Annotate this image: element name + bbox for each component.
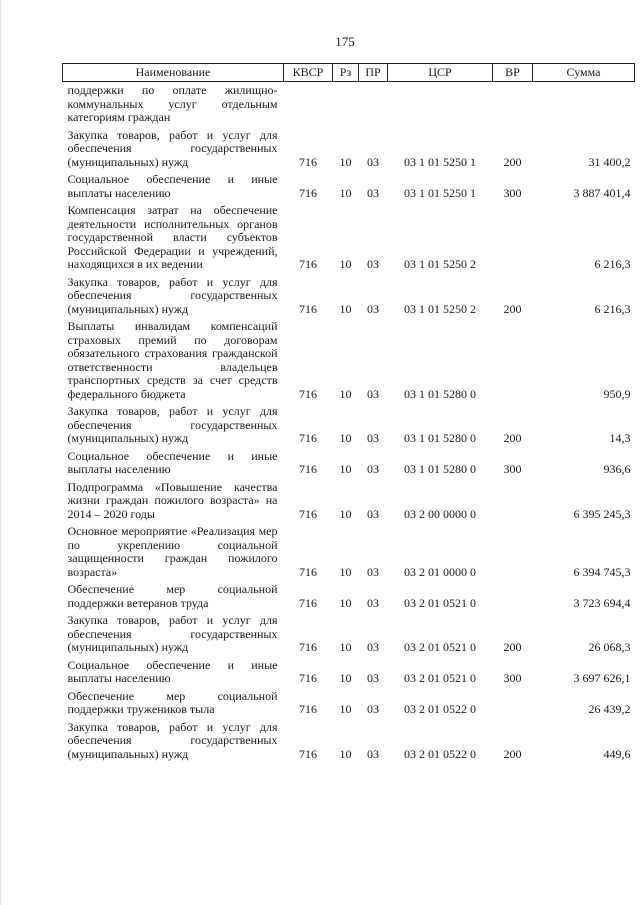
row-csr-cell: 03 1 01 5250 2: [404, 257, 476, 271]
table-header-row: [63, 64, 635, 82]
row-csr-cell: 03 2 01 0522 0: [404, 746, 476, 761]
row-rz-cell: 10: [339, 506, 352, 521]
row-csr-cell: 03 2 01 0521 0: [404, 671, 476, 685]
row-vr-cell: [493, 583, 533, 614]
row-pr-cell: 03: [367, 431, 379, 445]
row-csr-cell: 03 2 01 0522 0: [404, 702, 476, 716]
row-rz-cell: 10: [339, 301, 352, 316]
row-kvsr-cell: 716: [299, 386, 317, 401]
row-pr-cell: 03: [367, 564, 379, 579]
row-vr-cell: [493, 481, 533, 526]
table-row: [63, 659, 635, 690]
row-name-cell: Закупка товаров, работ и услуг для обеспечения государственных (муниципальных) нужд: [67, 404, 278, 445]
row-rz-cell: 10: [339, 185, 352, 200]
row-rz-cell: 10: [339, 462, 352, 476]
row-vr-cell: [493, 690, 533, 721]
table-row: [63, 525, 635, 583]
table-row: [63, 82, 635, 129]
row-kvsr-cell: 716: [299, 185, 317, 200]
row-rz-cell: 10: [339, 595, 352, 610]
column-header-vr: ВР: [493, 64, 533, 82]
row-sum-cell: [533, 82, 635, 129]
row-csr-cell: 03 1 01 5250 2: [404, 301, 476, 316]
row-kvsr-cell: [284, 82, 333, 129]
row-kvsr-cell: 716: [299, 564, 317, 579]
row-pr-cell: [359, 82, 388, 129]
row-name-cell: Социальное обеспечение и иные выплаты населению: [67, 448, 278, 476]
row-vr-cell: [493, 320, 533, 405]
table-row: [63, 481, 635, 526]
row-vr-cell: [493, 525, 533, 583]
row-sum-cell: 26 439,2: [588, 702, 631, 716]
row-csr-cell: 03 1 01 5250 1: [404, 154, 476, 169]
row-pr-cell: 03: [367, 301, 379, 316]
page-number: 175: [335, 34, 355, 49]
row-rz-cell: 10: [339, 431, 352, 445]
row-sum-cell: 449,6: [603, 746, 631, 761]
row-pr-cell: 03: [367, 386, 379, 401]
row-csr-cell: 03 1 01 5280 0: [404, 431, 476, 445]
row-vr-cell: 300: [503, 671, 522, 685]
row-sum-cell: 3 723 694,4: [573, 595, 631, 610]
table-row: [63, 690, 635, 721]
column-header-rz: Рз: [333, 64, 359, 82]
row-sum-cell: 6 216,3: [594, 257, 631, 271]
row-sum-cell: 3 887 401,4: [573, 185, 631, 200]
row-rz-cell: 10: [339, 671, 352, 685]
row-rz-cell: 10: [339, 564, 352, 579]
row-rz-cell: 10: [339, 154, 352, 169]
table-body: [63, 82, 635, 766]
row-kvsr-cell: 716: [299, 301, 317, 316]
row-kvsr-cell: 716: [299, 154, 317, 169]
row-vr-cell: 200: [503, 746, 522, 761]
row-pr-cell: 03: [367, 671, 379, 685]
row-rz-cell: 10: [339, 640, 352, 654]
row-kvsr-cell: 716: [299, 702, 317, 716]
column-header-name: Наименование: [63, 64, 284, 82]
row-sum-cell: 6 216,3: [594, 301, 631, 316]
row-rz-cell: 10: [339, 746, 352, 761]
row-csr-cell: 03 2 01 0521 0: [404, 640, 476, 654]
row-vr-cell: [493, 82, 533, 129]
row-rz-cell: [333, 82, 359, 129]
row-name-cell: Компенсация затрат на обеспечение деятельности исполнительных органов государственной власти субъектов Российской Федерации и учреждений, находящихся в их ведении: [67, 203, 278, 271]
column-header-csr: ЦСР: [388, 64, 493, 82]
row-kvsr-cell: 716: [299, 640, 317, 654]
row-sum-cell: 936,6: [603, 462, 631, 476]
row-name-cell: Закупка товаров, работ и услуг для обеспечения государственных (муниципальных) нужд: [67, 274, 278, 316]
row-sum-cell: 6 395 245,3: [573, 506, 631, 521]
row-kvsr-cell: 716: [299, 595, 317, 610]
table-row: [63, 129, 635, 174]
table-row: [63, 204, 635, 276]
column-header-pr: ПР: [359, 64, 388, 82]
row-sum-cell: 6 394 745,3: [573, 564, 631, 579]
table-row: [63, 405, 635, 450]
row-name-cell: Обеспечение мер социальной поддержки ветеранов труда: [67, 582, 278, 610]
row-name-cell: Основное мероприятие «Реализация мер по укреплению социальной защищенности граждан пожилого возраста»: [67, 524, 278, 579]
row-name-cell: Закупка товаров, работ и услуг для обеспечения государственных (муниципальных) нужд: [67, 719, 278, 761]
table-row: [63, 721, 635, 766]
row-name-cell: Обеспечение мер социальной поддержки тружеников тыла: [67, 688, 278, 716]
row-rz-cell: 10: [339, 257, 352, 271]
table-row: [63, 276, 635, 321]
row-vr-cell: 300: [503, 462, 522, 476]
table-row: [63, 450, 635, 481]
row-vr-cell: 200: [503, 640, 522, 654]
row-pr-cell: 03: [367, 462, 379, 476]
row-pr-cell: 03: [367, 595, 379, 610]
row-sum-cell: 950,9: [603, 386, 631, 401]
row-csr-cell: [388, 82, 493, 129]
table-row: [63, 583, 635, 614]
row-rz-cell: 10: [339, 386, 352, 401]
row-name-cell: Закупка товаров, работ и услуг для обеспечения государственных (муниципальных) нужд: [67, 613, 278, 654]
row-csr-cell: 03 1 01 5280 0: [404, 386, 476, 401]
row-kvsr-cell: 716: [299, 671, 317, 685]
row-name-cell: Выплаты инвалидам компенсаций страховых премий по договорам обязательного страхования гражданской ответственности владельцев транспортных средств за счет средств федерального бюджета: [67, 319, 278, 401]
row-kvsr-cell: 716: [299, 257, 317, 271]
row-kvsr-cell: 716: [299, 506, 317, 521]
table-row: [63, 614, 635, 659]
row-name-cell: Социальное обеспечение и иные выплаты населению: [67, 657, 278, 685]
row-sum-cell: 31 400,2: [588, 154, 631, 169]
row-vr-cell: 300: [503, 185, 522, 200]
row-vr-cell: 200: [503, 301, 522, 316]
row-pr-cell: 03: [367, 506, 379, 521]
row-sum-cell: 3 697 626,1: [573, 671, 631, 685]
row-csr-cell: 03 1 01 5250 1: [404, 185, 476, 200]
column-header-sum: Сумма: [533, 64, 635, 82]
row-sum-cell: 26 068,3: [588, 640, 631, 654]
budget-table: [62, 63, 635, 765]
row-name-cell: поддержки по оплате жилищно-коммунальных услуг отдельным категориям граждан: [67, 83, 278, 124]
row-pr-cell: 03: [367, 702, 379, 716]
row-csr-cell: 03 2 01 0521 0: [404, 595, 476, 610]
row-name-cell: Подпрограмма «Повышение качества жизни граждан пожилого возраста» на 2014 – 2020 годы: [67, 479, 278, 521]
row-pr-cell: 03: [367, 154, 379, 169]
row-vr-cell: 200: [503, 154, 522, 169]
row-pr-cell: 03: [367, 640, 379, 654]
row-csr-cell: 03 2 00 0000 0: [404, 506, 476, 521]
row-vr-cell: 200: [503, 431, 522, 445]
column-header-kvsr: КВСР: [284, 64, 333, 82]
row-name-cell: Социальное обеспечение и иные выплаты населению: [67, 172, 278, 200]
row-rz-cell: 10: [339, 702, 352, 716]
row-kvsr-cell: 716: [299, 431, 317, 445]
row-csr-cell: 03 2 01 0000 0: [404, 564, 476, 579]
table-row: [63, 173, 635, 204]
table-row: [63, 320, 635, 405]
row-sum-cell: 14,3: [609, 431, 631, 445]
row-name-cell: Закупка товаров, работ и услуг для обеспечения государственных (муниципальных) нужд: [67, 127, 278, 169]
row-pr-cell: 03: [367, 746, 379, 761]
row-pr-cell: 03: [367, 185, 379, 200]
row-kvsr-cell: 716: [299, 746, 317, 761]
row-pr-cell: 03: [367, 257, 379, 271]
row-kvsr-cell: 716: [299, 462, 317, 476]
row-vr-cell: [493, 204, 533, 276]
row-csr-cell: 03 1 01 5280 0: [404, 462, 476, 476]
scan-edge-mark: [0, 0, 1, 905]
